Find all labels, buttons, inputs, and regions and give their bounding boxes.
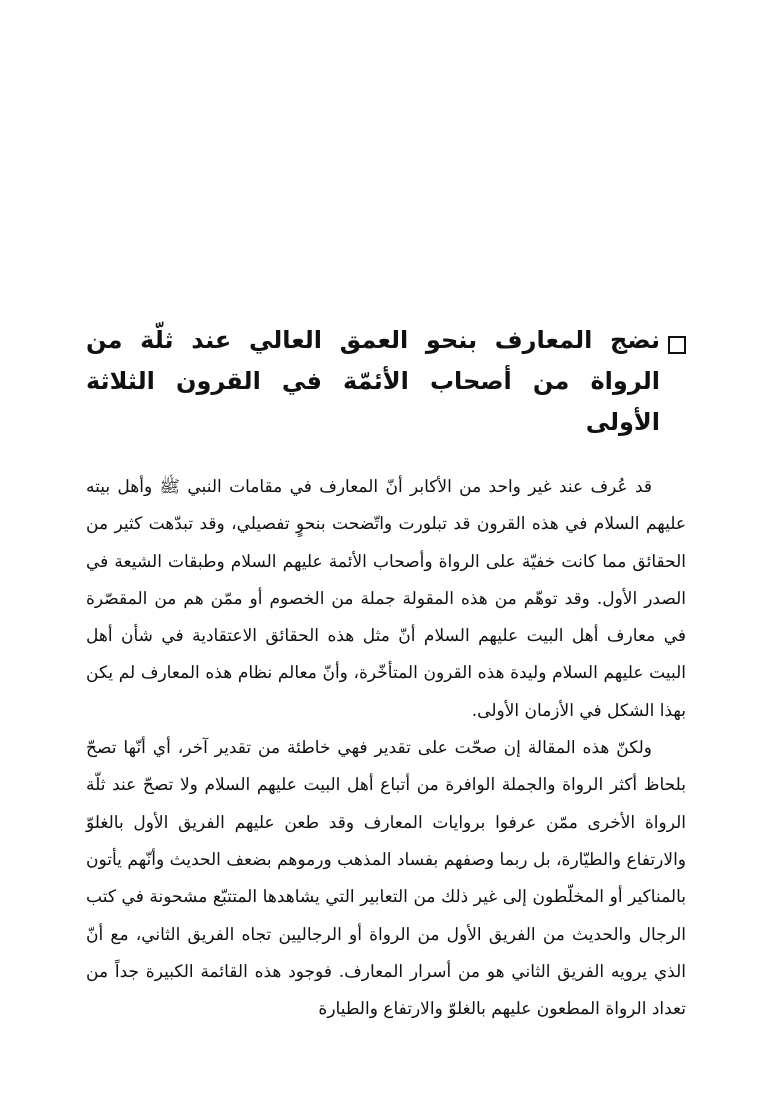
section-heading: [86, 320, 686, 443]
book-page: [86, 320, 686, 1028]
section-title: نضج المعارف بنحو العمق العالي عند ثلّة من الرواة من أصحاب الأئمّة في القرون الثلاثة الأولى: [86, 326, 660, 436]
body-paragraph-2: ولكنّ هذه المقالة إن صحّت على تقدير فهي خاطئة من تقدير آخر، أي أنّها تصحّ بلحاظ أكثر الرواة والجملة الوافرة من أتباع أهل البيت عليهم السلام ولا تصحّ عند ثلّة الرواة الأخرى ممّن عرفوا بروايات المعارف وقد طعن عليهم الفريق الأول بالغلوّ والارتفاع والطيّارة، بل ربما وصفهم بفساد المذهب ورموهم بضعف الحديث وأنّهم يأتون بالمناكير أو المخلّطون إلى غير ذلك من التعابير التي يشاهدها المتتبّع مشحونة في كتب الرجال والحديث من الفريق الأول من الرواة أو الرجاليين تجاه الفريق الثاني، مع أنّ الذي يرويه الفريق الثاني هو من أسرار المعارف. فوجود هذه القائمة الكبيرة جداً من تعداد الرواة المطعون عليهم بالغلوّ والارتفاع والطيارة: [86, 738, 686, 1020]
square-bullet-icon: [668, 336, 686, 354]
body-paragraph-1: قد عُرف عند غير واحد من الأكابر أنّ المعارف في مقامات النبي ﷺ وأهل بيته عليهم السلام في هذه القرون قد تبلورت واتّضحت بنحوٍ تفصيلي، وقد تبدّهت كثير من الحقائق مما كانت خفيّة على الرواة وأصحاب الأئمة عليهم السلام وطبقات الشيعة في الصدر الأول. وقد توهّم من هذه المقولة جملة من الخصوم أو ممّن هم من المقصّرة في معارف أهل البيت عليهم السلام أنّ مثل هذه الحقائق الاعتقادية في شأن أهل البيت عليهم السلام وليدة هذه القرون المتأخّرة، وأنّ معالم نظام هذه المعارف لم يكن بهذا الشكل في الأزمان الأولى.: [86, 477, 686, 721]
